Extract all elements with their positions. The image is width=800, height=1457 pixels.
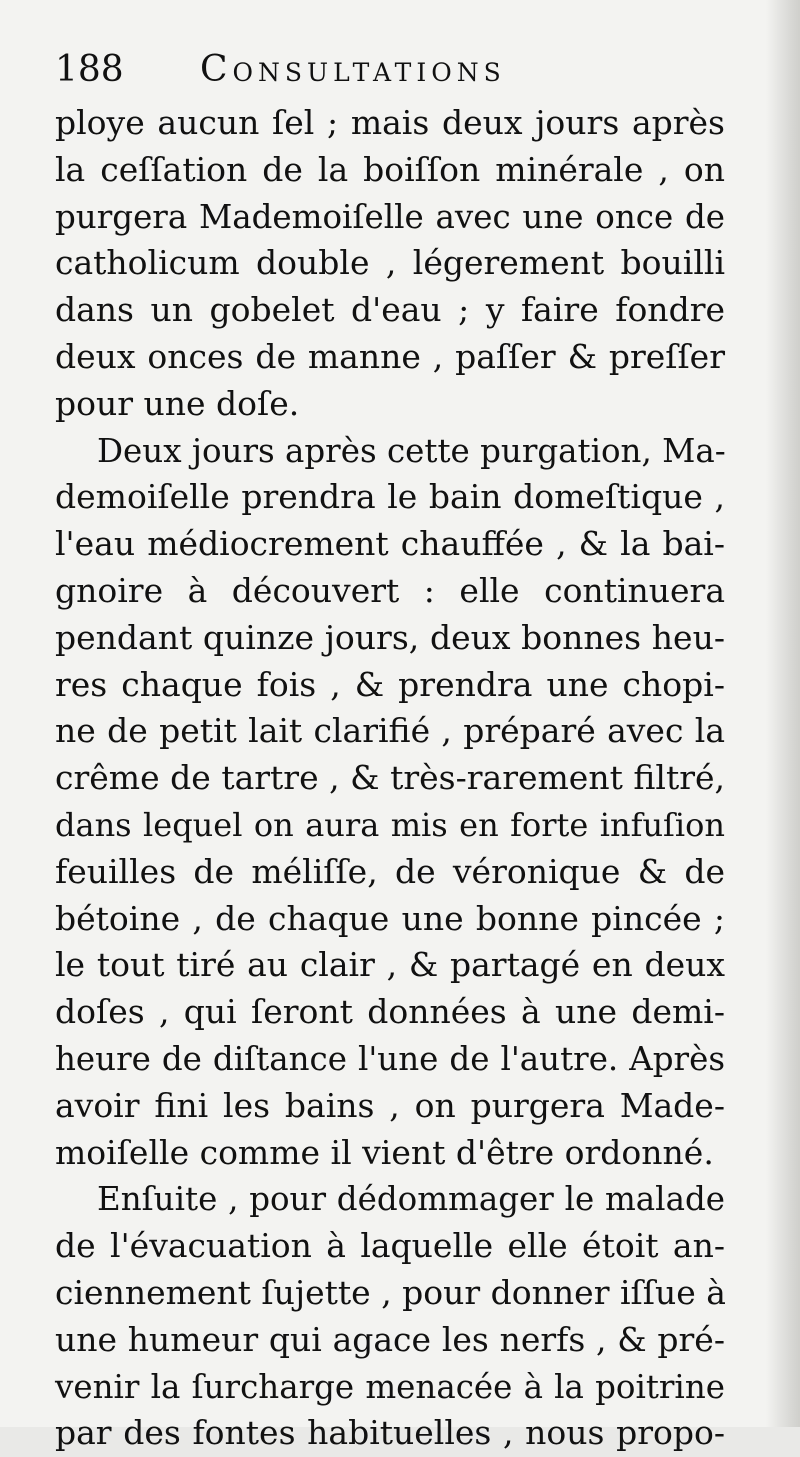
running-header — [55, 44, 745, 104]
paragraph-first-line: Deux jours après cette purgation, Ma- — [97, 431, 726, 470]
text-line: res chaque fois , & prendra une chopi- — [55, 664, 725, 704]
body-text — [55, 100, 725, 1457]
text-line: gnoire à découvert : elle continuera — [55, 570, 725, 610]
text-line: dans un gobelet d'eau ; y faire fondre — [55, 290, 725, 330]
text-line: pour une doſe. — [55, 383, 300, 423]
text-line: le tout tiré au clair , & partagé en deux — [55, 945, 725, 985]
text-line: catholicum double , légerement bouilli — [55, 243, 725, 283]
running-title: Consultations — [200, 49, 506, 90]
text-line: doſes , qui ſeront données à une demi- — [55, 992, 725, 1032]
text-line: avoir fini les bains , on purgera Made- — [55, 1085, 725, 1125]
text-line: crême de tartre , & très-rarement filtré, — [55, 758, 725, 798]
text-line: deux onces de manne , paſſer & preſſer — [55, 336, 725, 376]
text-line: feuilles de méliſſe, de véronique & de — [55, 851, 725, 891]
text-line: par des fontes habituelles , nous propo- — [55, 1413, 725, 1453]
text-line: heure de diſtance l'une de l'autre. Après — [55, 1039, 725, 1078]
text-line: ploye aucun ſel ; mais deux jours après — [55, 103, 725, 142]
text-line: une humeur qui agace les nerfs , & pré- — [55, 1319, 725, 1359]
text-line: dans lequel on aura mis en forte infuſion — [55, 805, 725, 844]
text-line: ciennement ſujette , pour donner iſſue à — [55, 1272, 726, 1312]
text-line: de l'évacuation à laquelle elle étoit an- — [55, 1226, 725, 1266]
text-line: bétoine , de chaque une bonne pincée ; — [55, 898, 725, 938]
text-line: ne de petit lait clarifié , préparé avec la — [55, 711, 725, 751]
text-line: moiſelle comme il vient d'être ordonné. — [55, 1132, 714, 1172]
text-line: venir la ſurcharge menacée à la poitrine — [55, 1367, 725, 1406]
text-line: pendant quinze jours, deux bonnes heu- — [55, 617, 725, 657]
paragraph-first-line: Enſuite , pour dédommager le malade — [97, 1180, 725, 1219]
page-gutter-shadow — [766, 0, 800, 1427]
page-number: 188 — [55, 49, 124, 90]
text-line: la ceſſation de la boiſſon minérale , on — [55, 149, 725, 189]
text-line: demoiſelle prendra le bain domeſtique , — [55, 477, 725, 517]
text-line: l'eau médiocrement chauffée , & la bai- — [55, 524, 725, 564]
text-line: purgera Mademoiſelle avec une once de — [55, 197, 725, 236]
